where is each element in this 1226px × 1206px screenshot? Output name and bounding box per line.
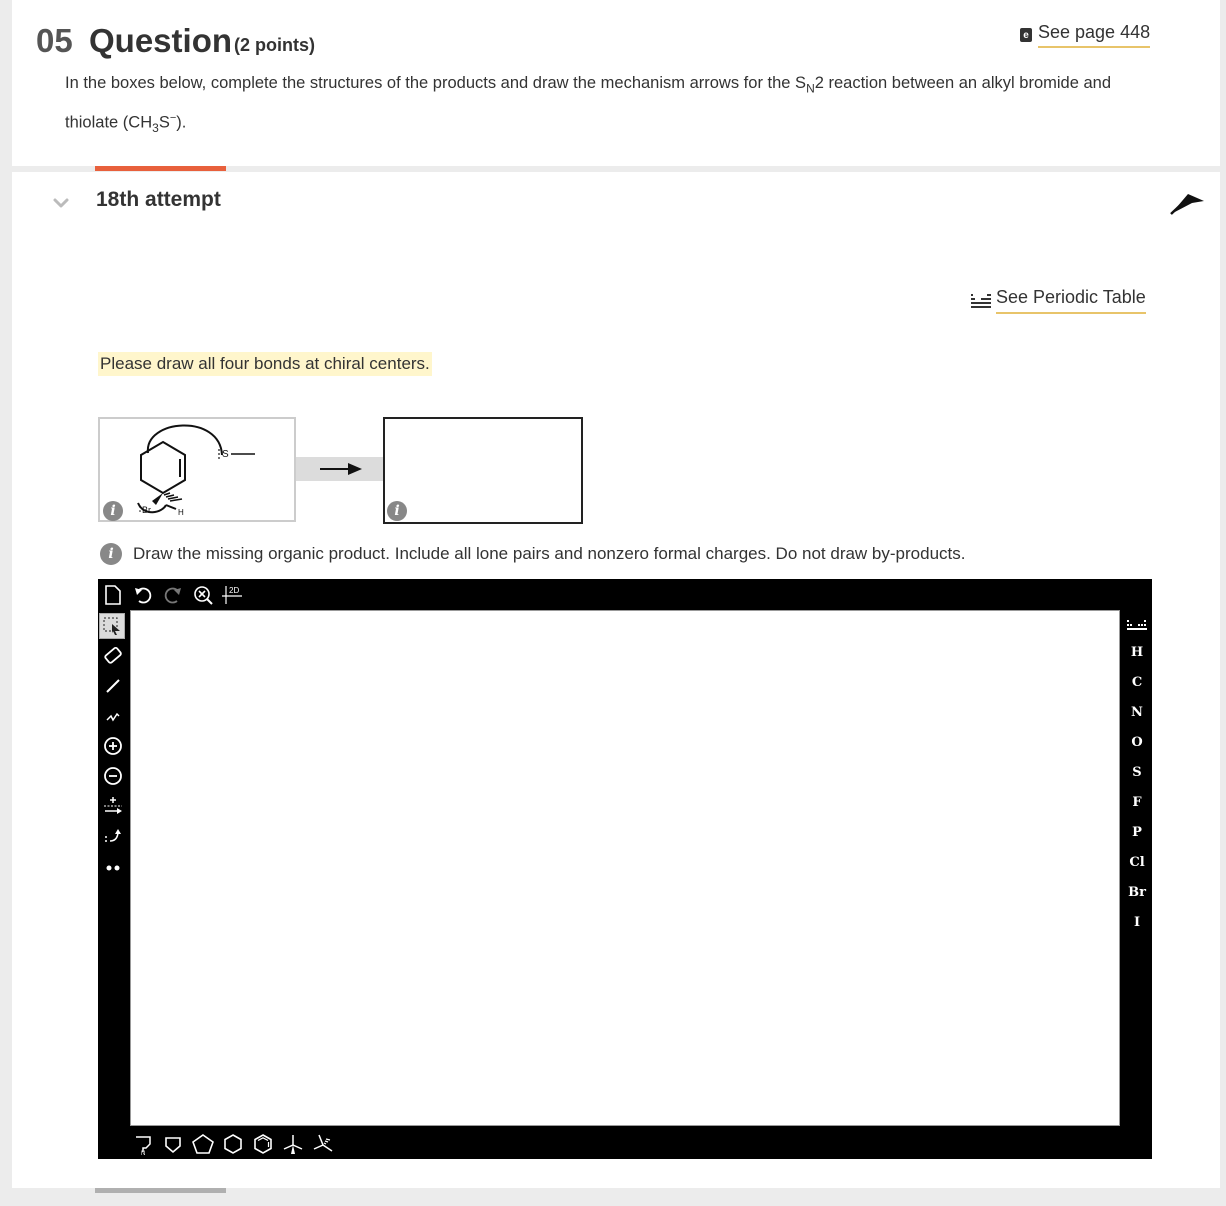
select-lasso-icon bbox=[102, 616, 122, 636]
see-page-link[interactable] bbox=[1020, 22, 1150, 48]
lone-pair-button[interactable] bbox=[100, 853, 126, 879]
redo-icon bbox=[163, 585, 183, 605]
select-lasso-button[interactable] bbox=[99, 613, 125, 639]
lone-pair-icon bbox=[102, 855, 124, 877]
book-icon: e bbox=[1020, 28, 1032, 42]
reactant-info-icon[interactable]: i bbox=[103, 501, 123, 521]
ring-template-button[interactable] bbox=[130, 1131, 156, 1157]
stereo-center-wedge-icon bbox=[311, 1133, 335, 1155]
instruction-info-icon: i bbox=[100, 543, 122, 565]
single-bond-button[interactable] bbox=[100, 673, 126, 699]
periodic-table-icon bbox=[971, 292, 991, 310]
periodic-table-mini-icon bbox=[1126, 618, 1148, 632]
eraser-button[interactable] bbox=[100, 643, 126, 669]
undo-button[interactable] bbox=[130, 582, 156, 608]
clear-icon bbox=[192, 584, 214, 606]
mechanism-arrow-button[interactable] bbox=[100, 823, 126, 849]
attempt-label: 18th attempt bbox=[96, 188, 221, 211]
see-periodic-table-link[interactable] bbox=[971, 287, 1146, 314]
reactant-box bbox=[98, 417, 296, 522]
plus-circle-icon bbox=[102, 735, 124, 757]
element-F-button[interactable]: F bbox=[1132, 794, 1142, 810]
minus-circle-icon bbox=[102, 765, 124, 787]
element-C-button[interactable]: C bbox=[1131, 674, 1143, 690]
element-P-button[interactable]: P bbox=[1132, 824, 1142, 840]
periodic-table-label: See Periodic Table bbox=[996, 287, 1146, 314]
cyclobutane-icon bbox=[162, 1133, 184, 1155]
chiral-hint: Please draw all four bonds at chiral centers. bbox=[98, 352, 432, 376]
new-document-icon bbox=[104, 585, 122, 605]
clean-2d-icon bbox=[220, 584, 246, 606]
element-O-button[interactable]: O bbox=[1131, 734, 1143, 750]
svg-text:N: N bbox=[141, 1151, 146, 1155]
benzene-icon bbox=[252, 1133, 274, 1155]
chain-button[interactable] bbox=[100, 703, 126, 729]
question-points: (2 points) bbox=[234, 35, 315, 55]
hydrogen-label: H bbox=[178, 508, 184, 517]
cyclobutane-button[interactable] bbox=[160, 1131, 186, 1157]
product-box[interactable] bbox=[383, 417, 583, 524]
element-Cl-button[interactable]: Cl bbox=[1129, 854, 1145, 870]
next-attempt-tab-indicator bbox=[95, 1188, 226, 1193]
element-Br-button[interactable]: Br bbox=[1128, 884, 1146, 900]
reaction-arrow-band bbox=[296, 457, 384, 481]
question-title: Question bbox=[89, 22, 233, 59]
element-H-button[interactable]: H bbox=[1130, 644, 1144, 660]
element-I-button[interactable]: I bbox=[1133, 914, 1141, 930]
chevron-down-icon[interactable] bbox=[51, 193, 71, 213]
negative-charge-button[interactable] bbox=[100, 763, 126, 789]
reaction-arrow-icon bbox=[296, 457, 384, 481]
redo-button[interactable] bbox=[160, 582, 186, 608]
see-page-label: See page 448 bbox=[1038, 22, 1150, 48]
cyclohexane-button[interactable] bbox=[220, 1131, 246, 1157]
bromine-label: Br bbox=[142, 505, 151, 515]
clean-2d-button[interactable] bbox=[220, 582, 246, 608]
stereo-center-icon bbox=[281, 1133, 305, 1155]
question-number: 05 bbox=[36, 22, 73, 59]
element-S-button[interactable]: S bbox=[1132, 764, 1142, 780]
element-N-button[interactable]: N bbox=[1131, 704, 1143, 720]
ring-template-icon bbox=[132, 1133, 154, 1155]
collapse-arrow-icon[interactable] bbox=[1168, 186, 1208, 218]
single-bond-icon bbox=[103, 676, 123, 696]
sulfur-label: S bbox=[222, 449, 229, 460]
curved-arrow-icon bbox=[102, 825, 124, 847]
positive-charge-button[interactable] bbox=[100, 733, 126, 759]
instruction-text: Draw the missing organic product. Include all lone pairs and nonzero formal charges. Do not draw by-products. bbox=[133, 544, 966, 563]
active-attempt-tab-indicator bbox=[95, 166, 226, 171]
undo-icon bbox=[133, 585, 153, 605]
cyclopentane-button[interactable] bbox=[190, 1131, 216, 1157]
benzene-button[interactable] bbox=[250, 1131, 276, 1157]
eraser-icon bbox=[102, 645, 124, 667]
stereo-center-button[interactable] bbox=[280, 1131, 306, 1157]
new-document-button[interactable] bbox=[100, 582, 126, 608]
cyclohexane-icon bbox=[222, 1133, 244, 1155]
reactant-structure bbox=[100, 419, 296, 522]
drawing-canvas[interactable] bbox=[130, 610, 1120, 1126]
reaction-arrow-tool-icon bbox=[102, 795, 124, 817]
stereo-center-wedge-button[interactable] bbox=[310, 1131, 336, 1157]
chain-icon bbox=[103, 706, 123, 726]
product-info-icon[interactable]: i bbox=[387, 501, 407, 521]
reaction-arrow-button[interactable] bbox=[100, 793, 126, 819]
periodic-table-button[interactable] bbox=[1124, 612, 1150, 638]
svg-text:2D: 2D bbox=[229, 586, 240, 595]
question-card bbox=[12, 0, 1220, 166]
cyclopentane-icon bbox=[191, 1133, 215, 1155]
clear-button[interactable] bbox=[190, 582, 216, 608]
question-prompt: In the boxes below, complete the structures of the products and draw the mechanism arrows for the $S_N2$ reaction between an alkyl bromide and thiolate $(CH_3S^-)$. bbox=[65, 74, 1112, 136]
